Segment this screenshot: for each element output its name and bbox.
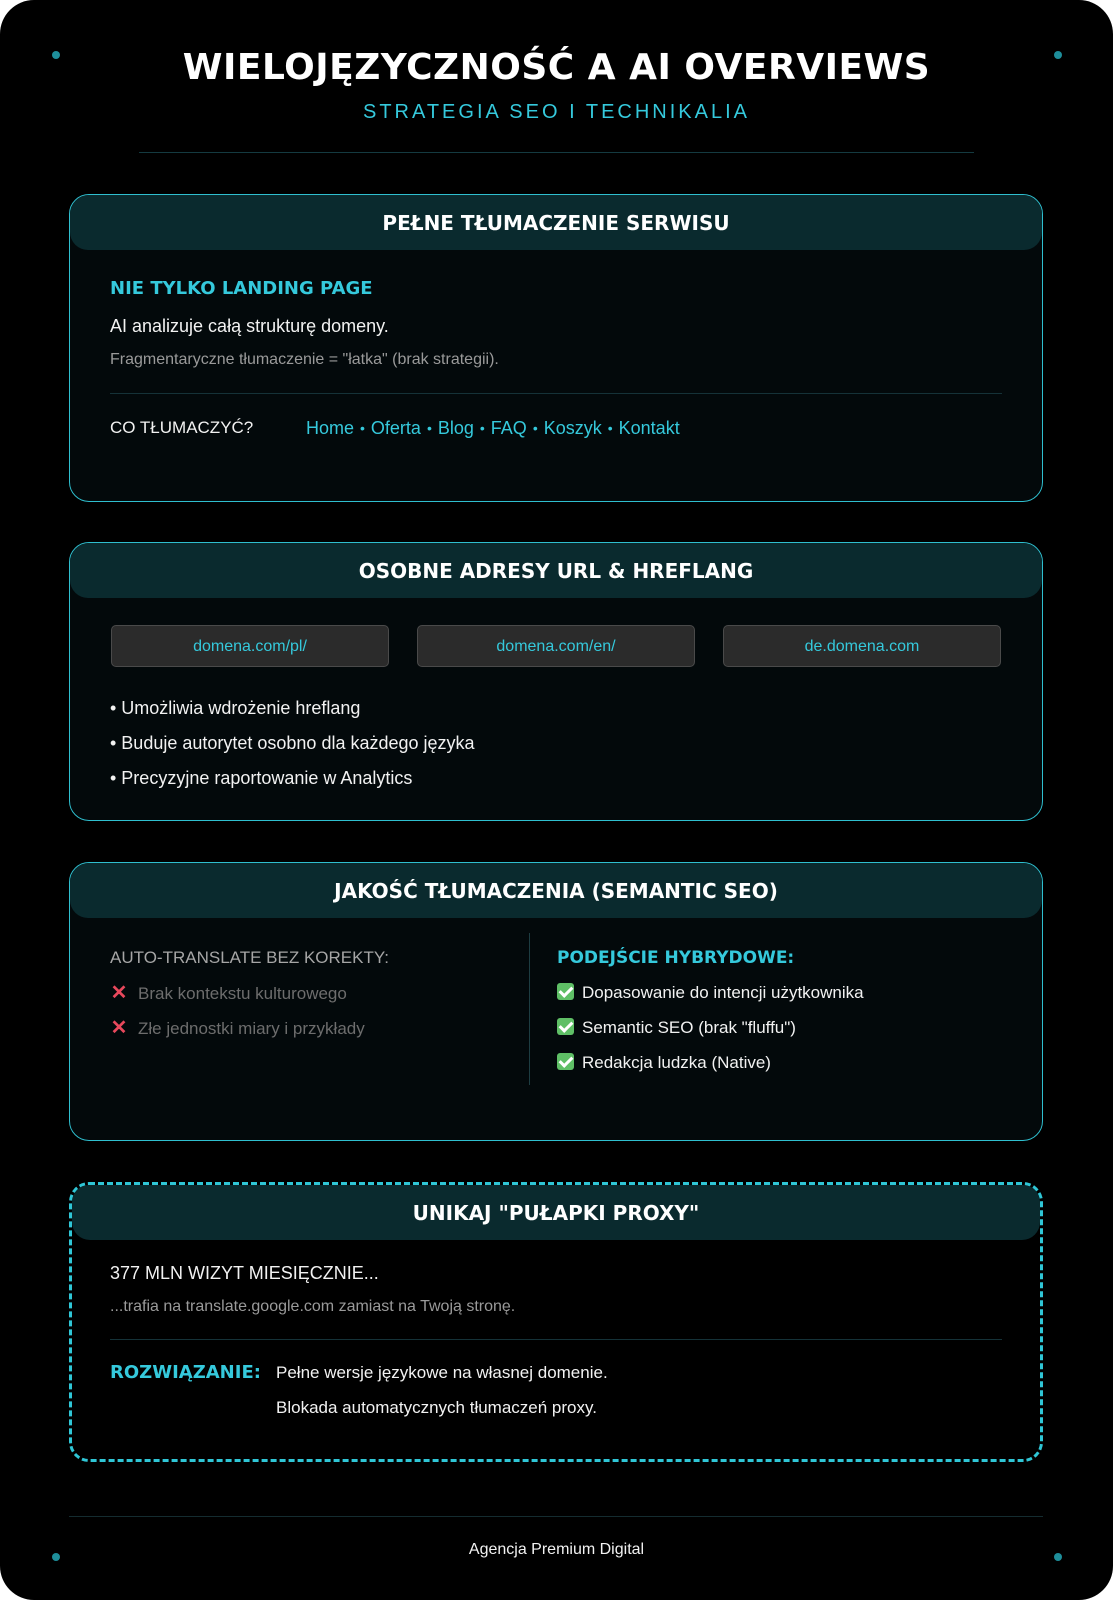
page-title: WIELOJĘZYCZNOŚĆ A AI OVERVIEWS	[182, 47, 931, 88]
separator-dot: •	[360, 420, 365, 436]
url-box-de: de.domena.com	[723, 625, 1001, 667]
check-box-icon	[557, 1053, 574, 1070]
good-item-text: Semantic SEO (brak "fluffu")	[582, 1018, 796, 1037]
card-heading: JAKOŚĆ TŁUMACZENIA (SEMANTIC SEO)	[70, 863, 1042, 918]
footer-text: Agencja Premium Digital	[468, 1541, 645, 1558]
auto-translate-title: AUTO-TRANSLATE BEZ KOREKTY:	[110, 948, 389, 967]
good-item-text: Redakcja ludzka (Native)	[582, 1053, 771, 1072]
list-item	[557, 981, 997, 1005]
list-item	[557, 1051, 997, 1075]
note-text: Fragmentaryczne tłumaczenie = "łatka" (brak strategii).	[110, 351, 499, 368]
column-divider	[529, 933, 530, 1085]
page-item-blog: Blog	[437, 417, 474, 438]
divider	[110, 393, 1002, 394]
card-heading: OSOBNE ADRESY URL & HREFLANG	[70, 543, 1042, 598]
bullet-item: • Umożliwia wdrożenie hreflang	[110, 698, 361, 718]
bullet-item: • Precyzyjne raportowanie w Analytics	[110, 768, 413, 788]
stat-subtext: ...trafia na translate.google.com zamiast na Twoją stronę.	[110, 1298, 516, 1315]
card-heading: PEŁNE TŁUMACZENIE SERWISU	[70, 195, 1042, 250]
card-full-translation	[69, 194, 1043, 502]
bad-item-text: Złe jednostki miary i przykłady	[138, 1019, 365, 1038]
page-subtitle: STRATEGIA SEO I TECHNIKALIA	[362, 101, 750, 123]
good-item-text: Dopasowanie do intencji użytkownika	[582, 983, 864, 1002]
solution-line: Blokada automatycznych tłumaczeń proxy.	[276, 1398, 597, 1417]
separator-dot: •	[426, 420, 432, 436]
solution-line: Pełne wersje językowe na własnej domenie.	[276, 1363, 608, 1382]
solution-label: ROZWIĄZANIE:	[110, 1362, 261, 1383]
pages-label: CO TŁUMACZYĆ?	[110, 418, 254, 437]
statement-text: AI analizuje całą strukturę domeny.	[110, 316, 389, 336]
page-item-home: Home	[306, 417, 355, 438]
separator-dot: •	[532, 420, 538, 436]
card-translation-quality	[69, 862, 1043, 1141]
hybrid-approach-column	[557, 946, 997, 1075]
cross-mark-icon: ✕	[110, 982, 128, 1004]
divider	[110, 1339, 1002, 1340]
page-header	[0, 44, 1113, 125]
cross-mark-icon: ✕	[110, 1017, 128, 1039]
url-box-pl: domena.com/pl/	[111, 625, 389, 667]
card-heading: UNIKAJ "PUŁAPKI PROXY"	[72, 1185, 1040, 1240]
card-subheading: NIE TYLKO LANDING PAGE	[110, 278, 373, 299]
page-item-koszyk: Koszyk	[543, 417, 602, 438]
page-item-oferta: Oferta	[370, 417, 421, 438]
list-item	[110, 1016, 510, 1040]
bullet-item: • Buduje autorytet osobno dla każdego języka	[110, 733, 475, 753]
auto-translate-column	[110, 946, 510, 1040]
check-box-icon	[557, 1018, 574, 1035]
solution-block	[110, 1360, 1002, 1430]
separator-dot: •	[607, 420, 613, 436]
pages-to-translate	[110, 416, 1002, 440]
card-proxy-trap	[69, 1182, 1043, 1462]
separator-dot: •	[479, 420, 485, 436]
hybrid-title: PODEJŚCIE HYBRYDOWE:	[557, 948, 795, 968]
stat-text: 377 MLN WIZYT MIESIĘCZNIE...	[110, 1263, 379, 1283]
list-item	[557, 1016, 997, 1040]
url-box-en: domena.com/en/	[417, 625, 695, 667]
check-box-icon	[557, 983, 574, 1000]
page-item-kontakt: Kontakt	[618, 417, 680, 438]
page-item-faq: FAQ	[490, 417, 527, 438]
footer-divider	[69, 1516, 1043, 1517]
list-item	[110, 981, 510, 1005]
header-divider	[139, 152, 974, 153]
card-separate-urls	[69, 542, 1043, 821]
bad-item-text: Brak kontekstu kulturowego	[138, 984, 347, 1003]
